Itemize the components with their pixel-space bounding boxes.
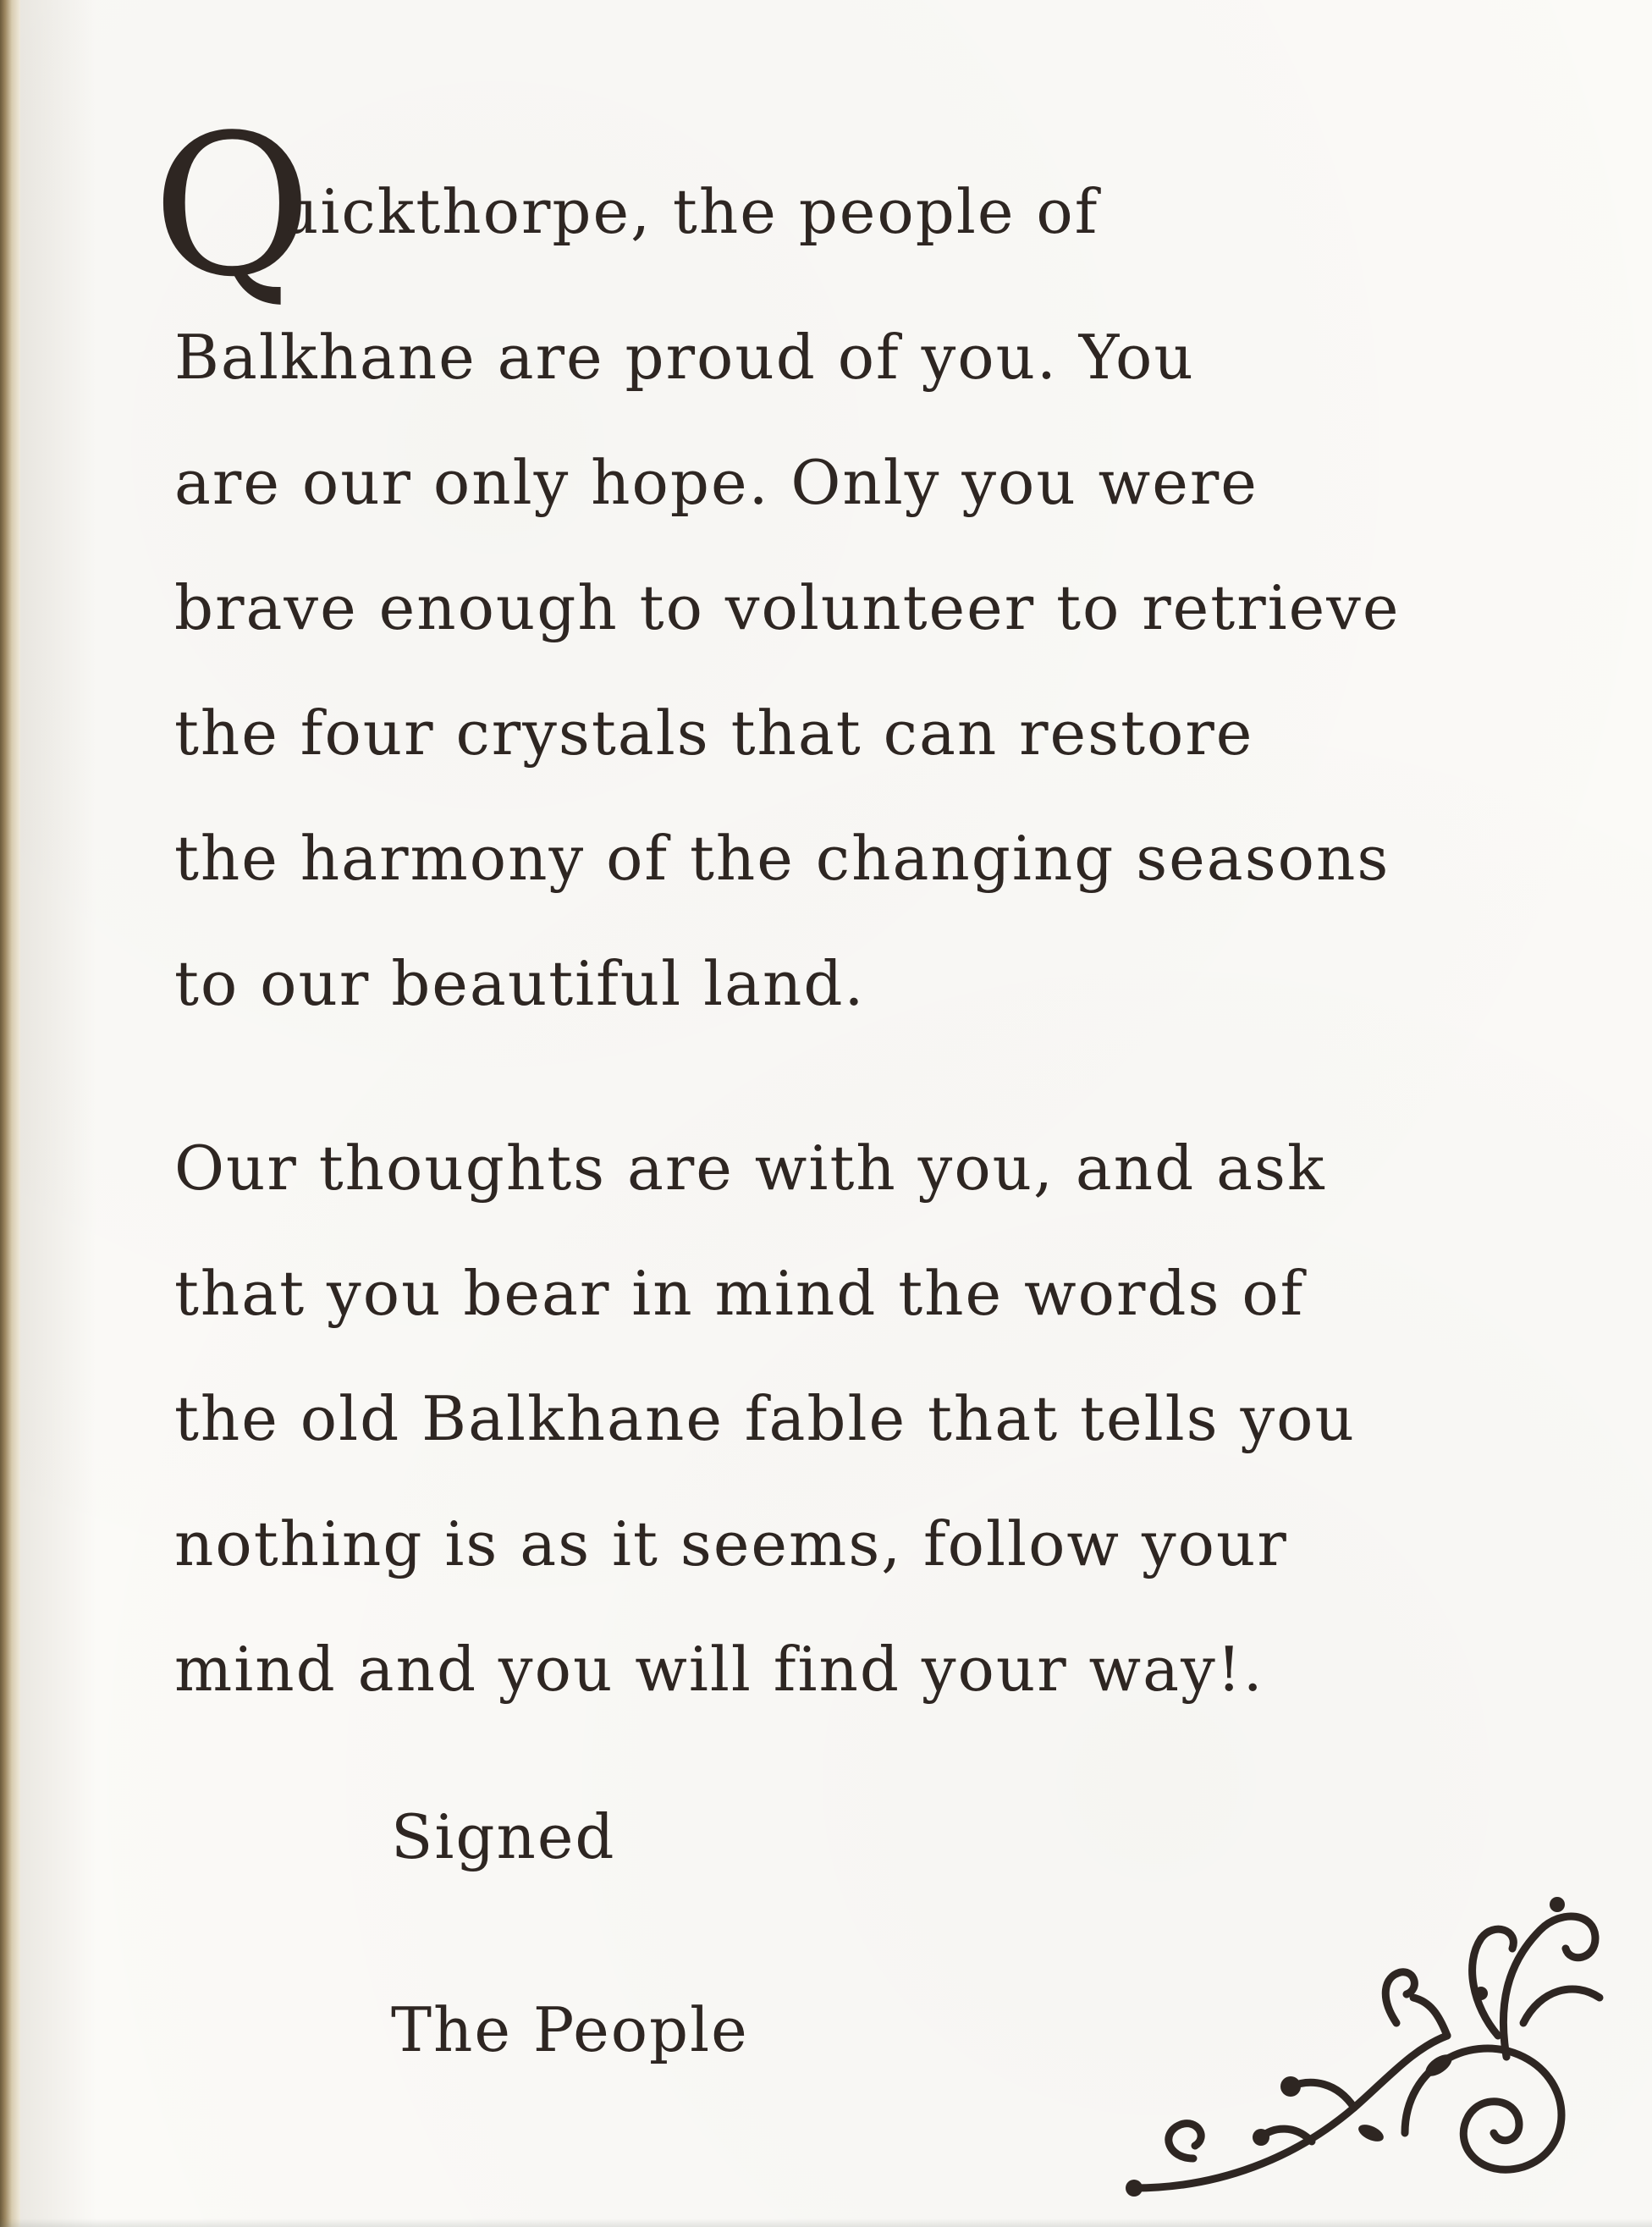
- book-spine-edge: [0, 0, 20, 2227]
- paragraph-line: are our only hope. Only you were: [174, 447, 1258, 518]
- paragraph-line: Balkhane are proud of you. You: [174, 322, 1195, 393]
- paragraph-line: the harmony of the changing seasons: [174, 823, 1390, 894]
- signature: The People: [391, 1994, 749, 2065]
- paragraph-line: the four crystals that can restore: [174, 697, 1254, 769]
- page-bottom-edge: [0, 2219, 1652, 2227]
- drop-cap: Q: [152, 94, 312, 320]
- paragraph-line: that you bear in mind the words of: [174, 1258, 1305, 1329]
- paragraph-line: nothing is as it seems, follow your: [174, 1508, 1288, 1579]
- flourish-corner-icon: [1100, 1854, 1625, 2209]
- letter-first-line: uickthorpe, the people of: [279, 176, 1099, 247]
- paragraph-line: mind and you will find your way!.: [174, 1634, 1264, 1705]
- spine-shadow: [20, 0, 96, 2227]
- paragraph-line: to our beautiful land.: [174, 948, 866, 1019]
- paragraph-1: [174, 295, 1401, 1046]
- signed-label: Signed: [391, 1801, 616, 1872]
- paragraph-line: Our thoughts are with you, and ask: [174, 1133, 1326, 1204]
- paragraph-2: [174, 1105, 1356, 1732]
- paragraph-line: the old Balkhane fable that tells you: [174, 1383, 1356, 1454]
- paragraph-line: brave enough to volunteer to retrieve: [174, 572, 1401, 643]
